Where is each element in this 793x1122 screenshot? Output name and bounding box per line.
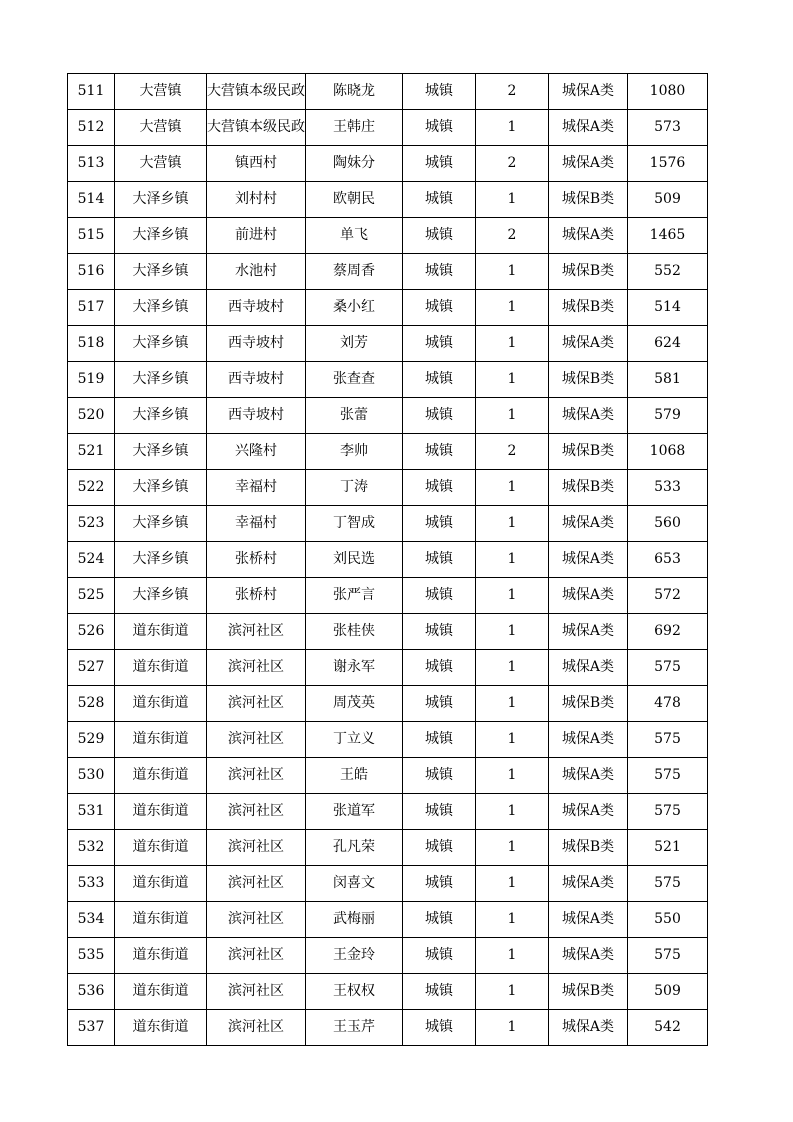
cell-aid-category: 城保B类 (549, 182, 628, 218)
cell-aid-category: 城保B类 (549, 290, 628, 326)
cell-aid-category: 城保A类 (549, 146, 628, 182)
cell-area-type: 城镇 (403, 686, 476, 722)
cell-town: 道东街道 (115, 650, 207, 686)
cell-village: 滨河社区 (207, 686, 306, 722)
table-row (68, 794, 708, 830)
cell-area-type: 城镇 (403, 290, 476, 326)
cell-town: 道东街道 (115, 614, 207, 650)
cell-amount: 478 (628, 686, 708, 722)
cell-village: 镇西村 (207, 146, 306, 182)
cell-village: 滨河社区 (207, 722, 306, 758)
cell-area-type: 城镇 (403, 650, 476, 686)
cell-household-size: 1 (476, 794, 549, 830)
cell-name: 丁涛 (306, 470, 403, 506)
table-row (68, 758, 708, 794)
cell-serial-number: 522 (68, 470, 115, 506)
cell-name: 丁智成 (306, 506, 403, 542)
cell-aid-category: 城保B类 (549, 434, 628, 470)
cell-household-size: 1 (476, 614, 549, 650)
cell-aid-category: 城保A类 (549, 506, 628, 542)
cell-town: 道东街道 (115, 938, 207, 974)
cell-village: 张桥村 (207, 542, 306, 578)
table-row (68, 866, 708, 902)
cell-town: 道东街道 (115, 794, 207, 830)
cell-serial-number: 516 (68, 254, 115, 290)
cell-serial-number: 537 (68, 1010, 115, 1046)
cell-town: 大泽乡镇 (115, 326, 207, 362)
cell-household-size: 1 (476, 974, 549, 1010)
cell-town: 大泽乡镇 (115, 506, 207, 542)
cell-household-size: 1 (476, 398, 549, 434)
cell-town: 道东街道 (115, 866, 207, 902)
cell-household-size: 1 (476, 290, 549, 326)
cell-serial-number: 525 (68, 578, 115, 614)
cell-serial-number: 527 (68, 650, 115, 686)
cell-village: 前进村 (207, 218, 306, 254)
cell-amount: 575 (628, 938, 708, 974)
cell-name: 蔡周香 (306, 254, 403, 290)
table-row (68, 830, 708, 866)
cell-amount: 575 (628, 722, 708, 758)
cell-amount: 1576 (628, 146, 708, 182)
table-row (68, 506, 708, 542)
table-row (68, 974, 708, 1010)
table-row (68, 722, 708, 758)
table-row (68, 614, 708, 650)
cell-name: 陶妹分 (306, 146, 403, 182)
cell-area-type: 城镇 (403, 218, 476, 254)
cell-village: 兴隆村 (207, 434, 306, 470)
cell-area-type: 城镇 (403, 506, 476, 542)
cell-village: 幸福村 (207, 506, 306, 542)
cell-name: 李帅 (306, 434, 403, 470)
table-row (68, 74, 708, 110)
cell-serial-number: 513 (68, 146, 115, 182)
cell-amount: 514 (628, 290, 708, 326)
cell-household-size: 2 (476, 74, 549, 110)
cell-serial-number: 511 (68, 74, 115, 110)
table-row (68, 362, 708, 398)
cell-village: 大营镇本级民政 (207, 110, 306, 146)
cell-aid-category: 城保B类 (549, 470, 628, 506)
cell-name: 张严言 (306, 578, 403, 614)
cell-area-type: 城镇 (403, 794, 476, 830)
cell-village: 西寺坡村 (207, 290, 306, 326)
cell-serial-number: 523 (68, 506, 115, 542)
cell-name: 陈晓龙 (306, 74, 403, 110)
cell-aid-category: 城保A类 (549, 650, 628, 686)
cell-town: 道东街道 (115, 974, 207, 1010)
cell-amount: 575 (628, 650, 708, 686)
cell-name: 刘芳 (306, 326, 403, 362)
cell-village: 滨河社区 (207, 974, 306, 1010)
roster-table (67, 73, 708, 1046)
cell-area-type: 城镇 (403, 722, 476, 758)
cell-household-size: 1 (476, 650, 549, 686)
cell-serial-number: 526 (68, 614, 115, 650)
cell-serial-number: 520 (68, 398, 115, 434)
cell-serial-number: 534 (68, 902, 115, 938)
cell-amount: 1080 (628, 74, 708, 110)
cell-area-type: 城镇 (403, 326, 476, 362)
cell-amount: 509 (628, 974, 708, 1010)
cell-serial-number: 533 (68, 866, 115, 902)
cell-village: 滨河社区 (207, 938, 306, 974)
cell-household-size: 1 (476, 686, 549, 722)
cell-serial-number: 524 (68, 542, 115, 578)
cell-amount: 550 (628, 902, 708, 938)
cell-aid-category: 城保A类 (549, 1010, 628, 1046)
cell-aid-category: 城保A类 (549, 398, 628, 434)
cell-amount: 1465 (628, 218, 708, 254)
cell-household-size: 1 (476, 902, 549, 938)
table-row (68, 578, 708, 614)
cell-town: 道东街道 (115, 722, 207, 758)
cell-serial-number: 529 (68, 722, 115, 758)
table-row (68, 182, 708, 218)
cell-amount: 575 (628, 794, 708, 830)
cell-serial-number: 515 (68, 218, 115, 254)
cell-area-type: 城镇 (403, 110, 476, 146)
cell-village: 滨河社区 (207, 650, 306, 686)
cell-name: 刘民选 (306, 542, 403, 578)
cell-name: 张桂侠 (306, 614, 403, 650)
cell-household-size: 1 (476, 1010, 549, 1046)
cell-village: 滨河社区 (207, 902, 306, 938)
cell-amount: 560 (628, 506, 708, 542)
cell-household-size: 1 (476, 470, 549, 506)
cell-name: 单飞 (306, 218, 403, 254)
cell-aid-category: 城保A类 (549, 110, 628, 146)
cell-town: 大营镇 (115, 146, 207, 182)
table-row (68, 1010, 708, 1046)
cell-town: 大营镇 (115, 74, 207, 110)
cell-town: 大泽乡镇 (115, 254, 207, 290)
cell-name: 丁立义 (306, 722, 403, 758)
cell-serial-number: 532 (68, 830, 115, 866)
cell-serial-number: 517 (68, 290, 115, 326)
cell-village: 幸福村 (207, 470, 306, 506)
table-row (68, 110, 708, 146)
cell-town: 大泽乡镇 (115, 542, 207, 578)
cell-area-type: 城镇 (403, 614, 476, 650)
cell-town: 道东街道 (115, 686, 207, 722)
cell-name: 王皓 (306, 758, 403, 794)
cell-name: 孔凡荣 (306, 830, 403, 866)
cell-town: 大泽乡镇 (115, 362, 207, 398)
cell-area-type: 城镇 (403, 578, 476, 614)
cell-aid-category: 城保A类 (549, 902, 628, 938)
cell-serial-number: 535 (68, 938, 115, 974)
cell-amount: 533 (628, 470, 708, 506)
cell-town: 大泽乡镇 (115, 434, 207, 470)
cell-village: 大营镇本级民政 (207, 74, 306, 110)
cell-village: 西寺坡村 (207, 398, 306, 434)
cell-household-size: 1 (476, 110, 549, 146)
cell-amount: 624 (628, 326, 708, 362)
cell-area-type: 城镇 (403, 830, 476, 866)
cell-aid-category: 城保B类 (549, 830, 628, 866)
cell-village: 水池村 (207, 254, 306, 290)
cell-serial-number: 514 (68, 182, 115, 218)
cell-town: 道东街道 (115, 1010, 207, 1046)
cell-amount: 573 (628, 110, 708, 146)
cell-household-size: 1 (476, 830, 549, 866)
cell-area-type: 城镇 (403, 542, 476, 578)
cell-area-type: 城镇 (403, 974, 476, 1010)
cell-amount: 509 (628, 182, 708, 218)
table-row (68, 326, 708, 362)
cell-amount: 575 (628, 758, 708, 794)
cell-amount: 575 (628, 866, 708, 902)
roster-table-body (68, 74, 708, 1046)
cell-serial-number: 518 (68, 326, 115, 362)
table-row (68, 902, 708, 938)
table-row (68, 218, 708, 254)
cell-household-size: 1 (476, 938, 549, 974)
cell-serial-number: 530 (68, 758, 115, 794)
cell-area-type: 城镇 (403, 902, 476, 938)
cell-village: 滨河社区 (207, 758, 306, 794)
cell-amount: 521 (628, 830, 708, 866)
table-row (68, 650, 708, 686)
cell-household-size: 1 (476, 362, 549, 398)
table-row (68, 938, 708, 974)
cell-name: 王金玲 (306, 938, 403, 974)
cell-village: 张桥村 (207, 578, 306, 614)
cell-aid-category: 城保B类 (549, 974, 628, 1010)
cell-aid-category: 城保A类 (549, 578, 628, 614)
cell-area-type: 城镇 (403, 470, 476, 506)
cell-name: 张道军 (306, 794, 403, 830)
cell-village: 滨河社区 (207, 866, 306, 902)
table-row (68, 146, 708, 182)
cell-name: 王权权 (306, 974, 403, 1010)
cell-amount: 581 (628, 362, 708, 398)
cell-area-type: 城镇 (403, 866, 476, 902)
cell-name: 闵喜文 (306, 866, 403, 902)
cell-town: 大泽乡镇 (115, 578, 207, 614)
cell-village: 西寺坡村 (207, 326, 306, 362)
cell-aid-category: 城保A类 (549, 722, 628, 758)
cell-aid-category: 城保A类 (549, 542, 628, 578)
cell-amount: 1068 (628, 434, 708, 470)
cell-serial-number: 528 (68, 686, 115, 722)
cell-household-size: 1 (476, 578, 549, 614)
cell-household-size: 1 (476, 866, 549, 902)
cell-name: 王玉芹 (306, 1010, 403, 1046)
cell-town: 大泽乡镇 (115, 218, 207, 254)
cell-aid-category: 城保A类 (549, 758, 628, 794)
table-row (68, 470, 708, 506)
cell-name: 王韩庄 (306, 110, 403, 146)
cell-serial-number: 536 (68, 974, 115, 1010)
cell-area-type: 城镇 (403, 146, 476, 182)
cell-aid-category: 城保A类 (549, 326, 628, 362)
cell-amount: 542 (628, 1010, 708, 1046)
cell-serial-number: 519 (68, 362, 115, 398)
cell-amount: 692 (628, 614, 708, 650)
cell-town: 大泽乡镇 (115, 470, 207, 506)
cell-village: 西寺坡村 (207, 362, 306, 398)
cell-town: 大营镇 (115, 110, 207, 146)
cell-town: 大泽乡镇 (115, 398, 207, 434)
cell-name: 桑小红 (306, 290, 403, 326)
cell-name: 谢永军 (306, 650, 403, 686)
cell-household-size: 1 (476, 254, 549, 290)
cell-name: 张查查 (306, 362, 403, 398)
cell-household-size: 2 (476, 434, 549, 470)
cell-area-type: 城镇 (403, 398, 476, 434)
cell-area-type: 城镇 (403, 362, 476, 398)
table-row (68, 542, 708, 578)
cell-amount: 579 (628, 398, 708, 434)
cell-area-type: 城镇 (403, 254, 476, 290)
cell-aid-category: 城保B类 (549, 686, 628, 722)
cell-name: 张蕾 (306, 398, 403, 434)
cell-town: 道东街道 (115, 902, 207, 938)
cell-area-type: 城镇 (403, 938, 476, 974)
cell-village: 滨河社区 (207, 794, 306, 830)
cell-household-size: 1 (476, 722, 549, 758)
cell-aid-category: 城保A类 (549, 938, 628, 974)
cell-town: 大泽乡镇 (115, 290, 207, 326)
cell-household-size: 2 (476, 218, 549, 254)
cell-aid-category: 城保A类 (549, 794, 628, 830)
cell-amount: 653 (628, 542, 708, 578)
cell-area-type: 城镇 (403, 182, 476, 218)
cell-aid-category: 城保A类 (549, 614, 628, 650)
cell-amount: 572 (628, 578, 708, 614)
cell-area-type: 城镇 (403, 1010, 476, 1046)
cell-serial-number: 531 (68, 794, 115, 830)
cell-area-type: 城镇 (403, 74, 476, 110)
cell-household-size: 1 (476, 542, 549, 578)
cell-aid-category: 城保B类 (549, 362, 628, 398)
table-row (68, 434, 708, 470)
cell-name: 周茂英 (306, 686, 403, 722)
cell-town: 大泽乡镇 (115, 182, 207, 218)
table-row (68, 254, 708, 290)
cell-village: 滨河社区 (207, 614, 306, 650)
cell-amount: 552 (628, 254, 708, 290)
cell-name: 武梅丽 (306, 902, 403, 938)
cell-serial-number: 512 (68, 110, 115, 146)
cell-aid-category: 城保A类 (549, 74, 628, 110)
cell-household-size: 1 (476, 758, 549, 794)
table-row (68, 398, 708, 434)
cell-household-size: 1 (476, 506, 549, 542)
cell-serial-number: 521 (68, 434, 115, 470)
cell-town: 道东街道 (115, 830, 207, 866)
table-row (68, 290, 708, 326)
table-row (68, 686, 708, 722)
cell-aid-category: 城保A类 (549, 866, 628, 902)
cell-village: 刘村村 (207, 182, 306, 218)
cell-village: 滨河社区 (207, 1010, 306, 1046)
cell-household-size: 1 (476, 326, 549, 362)
cell-town: 道东街道 (115, 758, 207, 794)
cell-village: 滨河社区 (207, 830, 306, 866)
cell-name: 欧朝民 (306, 182, 403, 218)
cell-area-type: 城镇 (403, 434, 476, 470)
cell-aid-category: 城保A类 (549, 218, 628, 254)
cell-household-size: 1 (476, 182, 549, 218)
cell-area-type: 城镇 (403, 758, 476, 794)
cell-aid-category: 城保B类 (549, 254, 628, 290)
cell-household-size: 2 (476, 146, 549, 182)
